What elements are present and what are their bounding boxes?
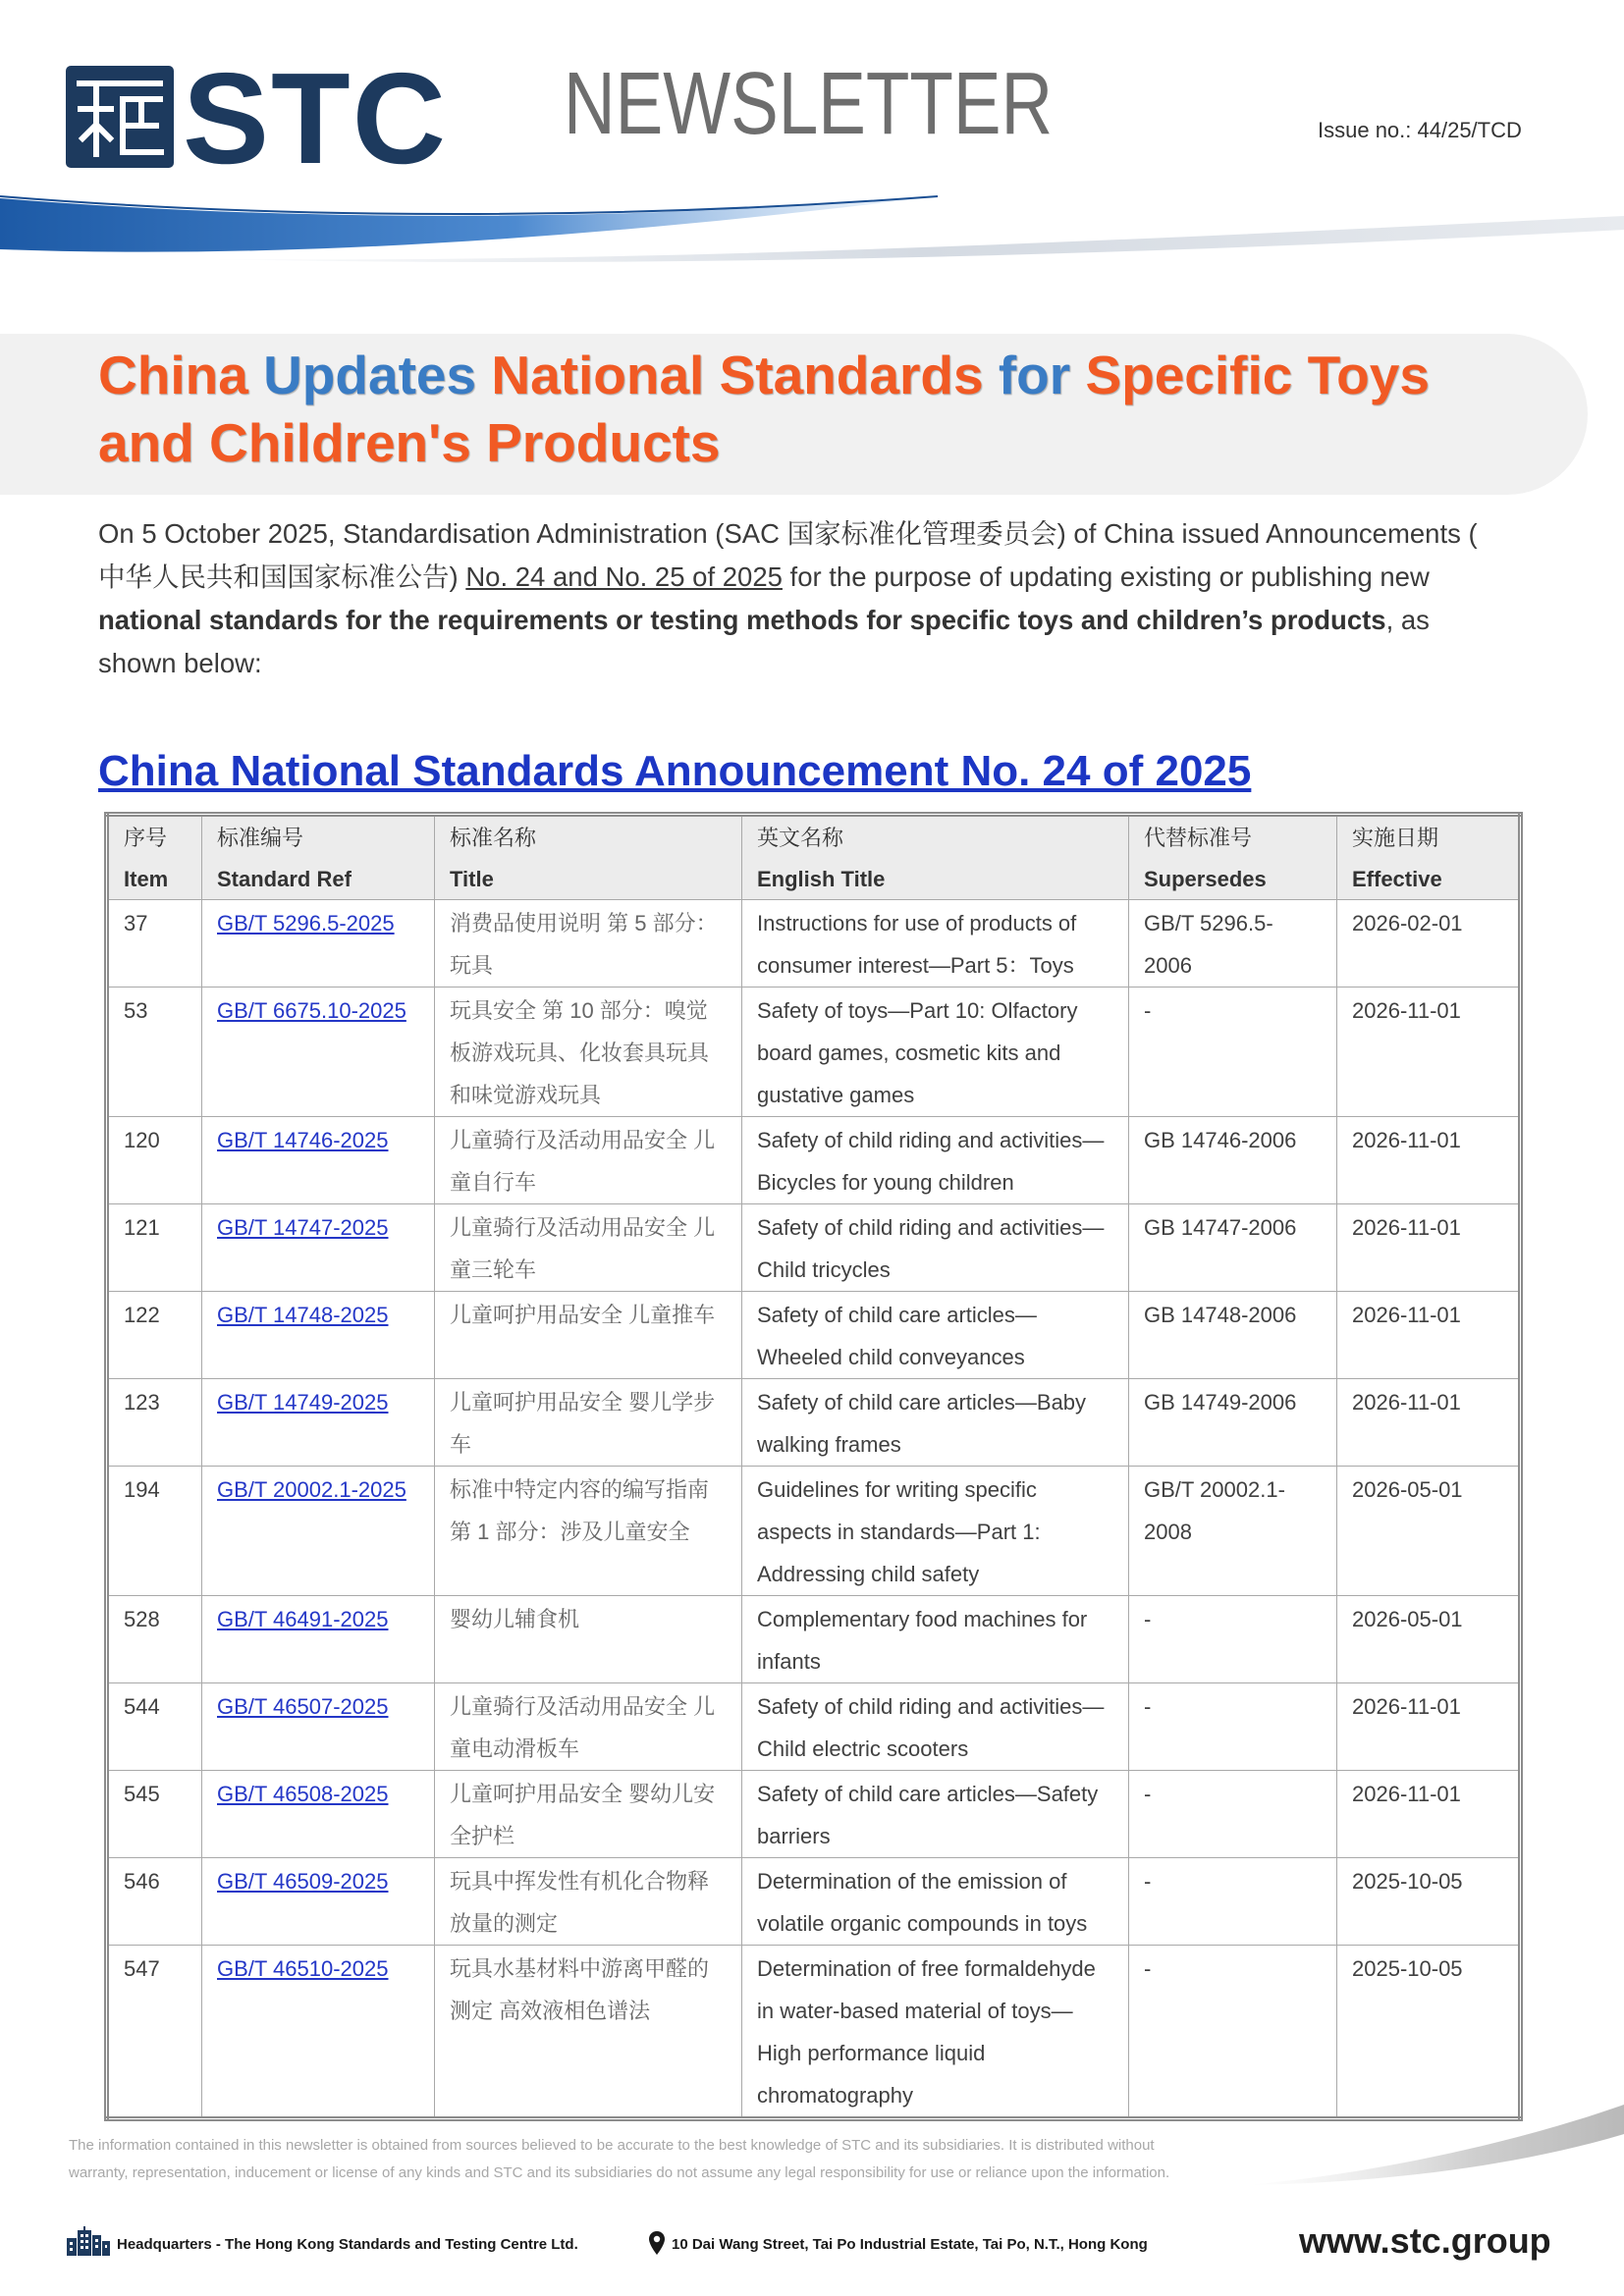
- title-zh-line: 玩具: [450, 953, 494, 978]
- newsletter-label: NEWSLETTER: [564, 55, 1054, 153]
- intro-bold-phrase: national standards for the requirements or testing methods for specific toys and children’s products: [98, 605, 1386, 635]
- title-word-china: China: [98, 345, 264, 405]
- table-row: [107, 1858, 1521, 1946]
- header-swoosh: [0, 167, 1624, 285]
- title-zh-line: 玩具安全 第 10 部分：嗅觉: [450, 998, 708, 1023]
- title-zh-line: 童三轮车: [450, 1257, 537, 1282]
- supersedes-cell: [1129, 1379, 1337, 1467]
- item-cell: [107, 1292, 202, 1379]
- title-word-updates: Updates: [263, 345, 492, 405]
- disclaimer-line-1: The information contained in this newsletter is obtained from sources believed to be accurate to the best knowledge of STC and its subsidiaries. It is distributed without: [69, 2137, 1155, 2154]
- intro-line-3: [98, 599, 1478, 642]
- column-header-en: Title: [450, 866, 494, 891]
- article-title: [98, 342, 1430, 477]
- supersedes-line: GB/T 5296.5-: [1144, 911, 1273, 935]
- supersedes-cell: [1129, 1292, 1337, 1379]
- english-title-cell: [742, 1596, 1129, 1683]
- item-cell: [107, 1683, 202, 1771]
- effective-date-cell: [1337, 1379, 1521, 1467]
- english-title-line: Safety of toys—Part 10: Olfactory: [757, 998, 1078, 1023]
- table-body: [107, 900, 1521, 2119]
- footer-swoosh: [1247, 2099, 1624, 2197]
- title-zh-line: 板游戏玩具、化妆套具玩具: [450, 1041, 710, 1065]
- english-title-line: Safety of child care articles—Baby: [757, 1390, 1087, 1415]
- effective-date-text: 2026-11-01: [1352, 1694, 1461, 1719]
- english-title-line: Safety of child care articles—Safety: [757, 1782, 1099, 1806]
- english-title-line: aspects in standards—Part 1:: [757, 1520, 1041, 1544]
- supersedes-line: -: [1144, 1956, 1152, 1981]
- standard-ref-cell: [202, 1467, 435, 1596]
- standard-ref-link[interactable]: GB/T 46507-2025: [217, 1694, 389, 1719]
- title-zh-cell: [435, 1204, 742, 1292]
- standard-ref-link[interactable]: GB/T 14749-2025: [217, 1390, 389, 1415]
- supersedes-cell: [1129, 1204, 1337, 1292]
- column-header-zh: 标准名称: [450, 826, 537, 850]
- column-header-supersedes: [1129, 815, 1337, 900]
- title-zh-cell: [435, 1292, 742, 1379]
- supersedes-cell: [1129, 988, 1337, 1117]
- english-title-line: Complementary food machines for: [757, 1607, 1088, 1631]
- english-title-cell: [742, 1858, 1129, 1946]
- supersedes-cell: [1129, 1117, 1337, 1204]
- item-text: 194: [124, 1477, 160, 1502]
- item-cell: [107, 1596, 202, 1683]
- english-title-line: Child electric scooters: [757, 1736, 969, 1761]
- title-zh-line: 童自行车: [450, 1170, 537, 1195]
- item-text: 37: [124, 911, 148, 935]
- title-zh-line: 儿童骑行及活动用品安全 儿: [450, 1128, 716, 1152]
- effective-date-cell: [1337, 900, 1521, 988]
- item-cell: [107, 900, 202, 988]
- standard-ref-cell: [202, 1946, 435, 2119]
- english-title-line: Safety of child riding and activities—: [757, 1215, 1105, 1240]
- disclaimer: [69, 2132, 1169, 2187]
- supersedes-cell: [1129, 1467, 1337, 1596]
- issue-number: Issue no.: 44/25/TCD: [1318, 118, 1522, 142]
- english-title-line: Safety of child riding and activities—: [757, 1128, 1105, 1152]
- supersedes-line: GB 14749-2006: [1144, 1390, 1297, 1415]
- item-cell: [107, 1467, 202, 1596]
- article-title-line-1: [98, 342, 1430, 409]
- item-text: 528: [124, 1607, 160, 1631]
- column-header-zh: 标准编号: [217, 826, 304, 850]
- english-title-line: Addressing child safety: [757, 1562, 980, 1586]
- supersedes-cell: [1129, 1683, 1337, 1771]
- standard-ref-link[interactable]: GB/T 46509-2025: [217, 1869, 389, 1894]
- intro-line-2-start: 中华人民共和国国家标准公告): [98, 561, 466, 592]
- english-title-cell: [742, 1117, 1129, 1204]
- supersedes-cell: [1129, 1946, 1337, 2119]
- supersedes-cell: [1129, 1596, 1337, 1683]
- standard-ref-cell: [202, 1117, 435, 1204]
- english-title-line: Bicycles for young children: [757, 1170, 1014, 1195]
- table-row: [107, 1379, 1521, 1467]
- english-title-cell: [742, 1204, 1129, 1292]
- column-header-english-title: [742, 815, 1129, 900]
- column-header-effective: [1337, 815, 1521, 900]
- supersedes-line: 2006: [1144, 953, 1192, 978]
- supersedes-line: -: [1144, 1607, 1152, 1631]
- supersedes-line: 2008: [1144, 1520, 1192, 1544]
- effective-date-text: 2026-11-01: [1352, 998, 1461, 1023]
- english-title-line: walking frames: [757, 1432, 901, 1457]
- item-cell: [107, 1771, 202, 1858]
- column-header-item: [107, 815, 202, 900]
- effective-date-text: 2026-11-01: [1352, 1128, 1461, 1152]
- standard-ref-link[interactable]: GB/T 14746-2025: [217, 1128, 389, 1152]
- title-zh-line: 消费品使用说明 第 5 部分：: [450, 911, 718, 935]
- title-zh-cell: [435, 988, 742, 1117]
- title-zh-cell: [435, 1858, 742, 1946]
- table-row: [107, 1683, 1521, 1771]
- item-text: 121: [124, 1215, 160, 1240]
- item-cell: [107, 1946, 202, 2119]
- headquarters-text: Headquarters - The Hong Kong Standards and Testing Centre Ltd.: [117, 2236, 578, 2253]
- column-header-en: Item: [124, 866, 169, 891]
- table-row: [107, 1204, 1521, 1292]
- column-header-zh: 代替标准号: [1144, 826, 1253, 850]
- english-title-line: Guidelines for writing specific: [757, 1477, 1037, 1502]
- english-title-line: Safety of child care articles—: [757, 1303, 1037, 1327]
- title-zh-line: 第 1 部分：涉及儿童安全: [450, 1520, 690, 1544]
- column-header-en: Standard Ref: [217, 866, 352, 891]
- english-title-cell: [742, 1683, 1129, 1771]
- english-title-cell: [742, 1467, 1129, 1596]
- english-title-line: chromatography: [757, 2083, 913, 2108]
- title-zh-cell: [435, 1771, 742, 1858]
- title-zh-line: 车: [450, 1432, 472, 1457]
- item-cell: [107, 1858, 202, 1946]
- website-url: www.stc.group: [1299, 2220, 1551, 2261]
- intro-line-4: shown below:: [98, 648, 262, 678]
- effective-date-cell: [1337, 1596, 1521, 1683]
- standard-ref-link[interactable]: GB/T 6675.10-2025: [217, 998, 406, 1023]
- title-zh-cell: [435, 1117, 742, 1204]
- english-title-line: consumer interest—Part 5：Toys: [757, 953, 1074, 978]
- effective-date-text: 2026-05-01: [1352, 1477, 1463, 1502]
- supersedes-line: GB 14747-2006: [1144, 1215, 1297, 1240]
- supersedes-line: GB 14746-2006: [1144, 1128, 1297, 1152]
- supersedes-cell: [1129, 900, 1337, 988]
- effective-date-cell: [1337, 1204, 1521, 1292]
- item-text: 53: [124, 998, 148, 1023]
- intro-line-1: On 5 October 2025, Standardisation Administration (SAC 国家标准化管理委员会) of China issued Announcements (: [98, 518, 1478, 549]
- item-cell: [107, 1379, 202, 1467]
- supersedes-line: GB/T 20002.1-: [1144, 1477, 1285, 1502]
- table-row: [107, 900, 1521, 988]
- item-text: 544: [124, 1694, 160, 1719]
- article-title-line-2: and Children's Products: [98, 412, 721, 473]
- effective-date-cell: [1337, 988, 1521, 1117]
- standards-table: [104, 812, 1523, 2121]
- item-text: 123: [124, 1390, 160, 1415]
- item-text: 546: [124, 1869, 160, 1894]
- title-zh-line: 儿童骑行及活动用品安全 儿: [450, 1215, 716, 1240]
- item-text: 545: [124, 1782, 160, 1806]
- column-header-zh: 英文名称: [757, 826, 844, 850]
- announcement-24-heading-link[interactable]: China National Standards Announcement No. 24 of 2025: [98, 747, 1252, 795]
- english-title-cell: [742, 1379, 1129, 1467]
- effective-date-cell: [1337, 1683, 1521, 1771]
- title-zh-line: 儿童呵护用品安全 婴儿学步: [450, 1390, 716, 1415]
- item-cell: [107, 1204, 202, 1292]
- title-zh-line: 放量的测定: [450, 1911, 559, 1936]
- supersedes-line: -: [1144, 998, 1152, 1023]
- effective-date-cell: [1337, 1117, 1521, 1204]
- column-header-zh: 实施日期: [1352, 826, 1439, 850]
- intro-paragraph: [98, 512, 1478, 685]
- stc-logo-mark-icon: [66, 66, 174, 168]
- title-zh-cell: [435, 1946, 742, 2119]
- english-title-line: Wheeled child conveyances: [757, 1345, 1025, 1369]
- title-zh-cell: [435, 900, 742, 988]
- title-zh-line: 标准中特定内容的编写指南: [450, 1477, 710, 1502]
- english-title-line: Safety of child riding and activities—: [757, 1694, 1105, 1719]
- intro-line-3-end: , as: [1385, 605, 1430, 635]
- disclaimer-line-2: warranty, representation, inducement or license of any kinds and STC and its subsidiaries do not assume any legal responsibility for use or reliance upon the information.: [69, 2164, 1170, 2181]
- effective-date-text: 2026-11-01: [1352, 1390, 1461, 1415]
- column-header-title: [435, 815, 742, 900]
- table-row: [107, 988, 1521, 1117]
- standard-ref-cell: [202, 1379, 435, 1467]
- standard-ref-link[interactable]: GB/T 5296.5-2025: [217, 911, 395, 935]
- table-header-row: [107, 815, 1521, 900]
- effective-date-text: 2026-11-01: [1352, 1215, 1461, 1240]
- map-pin-icon: [648, 2230, 666, 2256]
- effective-date-cell: [1337, 1771, 1521, 1858]
- english-title-line: Determination of free formaldehyde: [757, 1956, 1096, 1981]
- standard-ref-cell: [202, 1596, 435, 1683]
- title-zh-line: 童电动滑板车: [450, 1736, 580, 1761]
- title-zh-line: 玩具中挥发性有机化合物释: [450, 1869, 710, 1894]
- english-title-line: infants: [757, 1649, 821, 1674]
- effective-date-text: 2026-05-01: [1352, 1607, 1463, 1631]
- supersedes-cell: [1129, 1858, 1337, 1946]
- title-zh-line: 玩具水基材料中游离甲醛的: [450, 1956, 710, 1981]
- standard-ref-link[interactable]: GB/T 46491-2025: [217, 1607, 389, 1631]
- table-row: [107, 1771, 1521, 1858]
- intro-line-2-end: for the purpose of updating existing or publishing new: [782, 561, 1430, 592]
- column-header-zh: 序号: [124, 826, 168, 850]
- standard-ref-cell: [202, 1292, 435, 1379]
- english-title-line: gustative games: [757, 1083, 915, 1107]
- english-title-line: High performance liquid: [757, 2041, 986, 2065]
- table-row: [107, 1117, 1521, 1204]
- english-title-cell: [742, 988, 1129, 1117]
- effective-date-cell: [1337, 1292, 1521, 1379]
- effective-date-text: 2026-11-01: [1352, 1782, 1461, 1806]
- effective-date-text: 2026-02-01: [1352, 911, 1463, 935]
- title-zh-line: 儿童骑行及活动用品安全 儿: [450, 1694, 716, 1719]
- standard-ref-link[interactable]: GB/T 46508-2025: [217, 1782, 389, 1806]
- column-header-standard-ref: [202, 815, 435, 900]
- address-text: 10 Dai Wang Street, Tai Po Industrial Estate, Tai Po, N.T., Hong Kong: [672, 2236, 1148, 2253]
- english-title-cell: [742, 900, 1129, 988]
- title-word-specific-toys: Specific Toys: [1085, 345, 1430, 405]
- effective-date-cell: [1337, 1858, 1521, 1946]
- effective-date-text: 2026-11-01: [1352, 1303, 1461, 1327]
- title-zh-cell: [435, 1379, 742, 1467]
- english-title-line: Determination of the emission of: [757, 1869, 1067, 1894]
- stc-logo-text: STC: [183, 46, 448, 190]
- standard-ref-link[interactable]: GB/T 14748-2025: [217, 1303, 389, 1327]
- english-title-cell: [742, 1292, 1129, 1379]
- title-zh-line: 儿童呵护用品安全 婴幼儿安: [450, 1782, 716, 1806]
- standard-ref-link[interactable]: GB/T 14747-2025: [217, 1215, 389, 1240]
- supersedes-line: -: [1144, 1869, 1152, 1894]
- standard-ref-cell: [202, 1204, 435, 1292]
- item-text: 122: [124, 1303, 160, 1327]
- standard-ref-cell: [202, 1858, 435, 1946]
- table-row: [107, 1292, 1521, 1379]
- title-zh-line: 和味觉游戏玩具: [450, 1083, 602, 1107]
- supersedes-line: -: [1144, 1694, 1152, 1719]
- announcements-link[interactable]: No. 24 and No. 25 of 2025: [465, 561, 783, 592]
- table-row: [107, 1467, 1521, 1596]
- table-row: [107, 1596, 1521, 1683]
- supersedes-cell: [1129, 1771, 1337, 1858]
- title-zh-line: 儿童呵护用品安全 儿童推车: [450, 1303, 716, 1327]
- table-row: [107, 1946, 1521, 2119]
- building-icon: [66, 2226, 111, 2256]
- title-zh-cell: [435, 1467, 742, 1596]
- column-header-en: Supersedes: [1144, 866, 1267, 891]
- english-title-cell: [742, 1771, 1129, 1858]
- effective-date-text: 2025-10-05: [1352, 1956, 1463, 1981]
- effective-date-text: 2025-10-05: [1352, 1869, 1463, 1894]
- effective-date-cell: [1337, 1467, 1521, 1596]
- column-header-en: English Title: [757, 866, 886, 891]
- item-text: 547: [124, 1956, 160, 1981]
- title-zh-cell: [435, 1596, 742, 1683]
- title-zh-line: 全护栏: [450, 1824, 515, 1848]
- english-title-cell: [742, 1946, 1129, 2119]
- english-title-line: board games, cosmetic kits and: [757, 1041, 1061, 1065]
- standard-ref-cell: [202, 988, 435, 1117]
- intro-line-2: [98, 556, 1478, 599]
- item-cell: [107, 988, 202, 1117]
- english-title-line: Instructions for use of products of: [757, 911, 1077, 935]
- title-word-for: for: [998, 345, 1086, 405]
- standard-ref-link[interactable]: GB/T 20002.1-2025: [217, 1477, 406, 1502]
- item-text: 120: [124, 1128, 160, 1152]
- standard-ref-link[interactable]: GB/T 46510-2025: [217, 1956, 389, 1981]
- title-word-national-standards: National Standards: [491, 345, 999, 405]
- english-title-line: Child tricycles: [757, 1257, 891, 1282]
- standard-ref-cell: [202, 1771, 435, 1858]
- title-zh-line: 测定 高效液相色谱法: [450, 1999, 651, 2023]
- title-zh-cell: [435, 1683, 742, 1771]
- title-zh-line: 婴幼儿辅食机: [450, 1607, 580, 1631]
- supersedes-line: GB 14748-2006: [1144, 1303, 1297, 1327]
- standard-ref-cell: [202, 1683, 435, 1771]
- english-title-line: in water-based material of toys—: [757, 1999, 1073, 2023]
- item-cell: [107, 1117, 202, 1204]
- supersedes-line: -: [1144, 1782, 1152, 1806]
- effective-date-cell: [1337, 1946, 1521, 2119]
- column-header-en: Effective: [1352, 866, 1442, 891]
- english-title-line: volatile organic compounds in toys: [757, 1911, 1088, 1936]
- standard-ref-cell: [202, 900, 435, 988]
- english-title-line: barriers: [757, 1824, 831, 1848]
